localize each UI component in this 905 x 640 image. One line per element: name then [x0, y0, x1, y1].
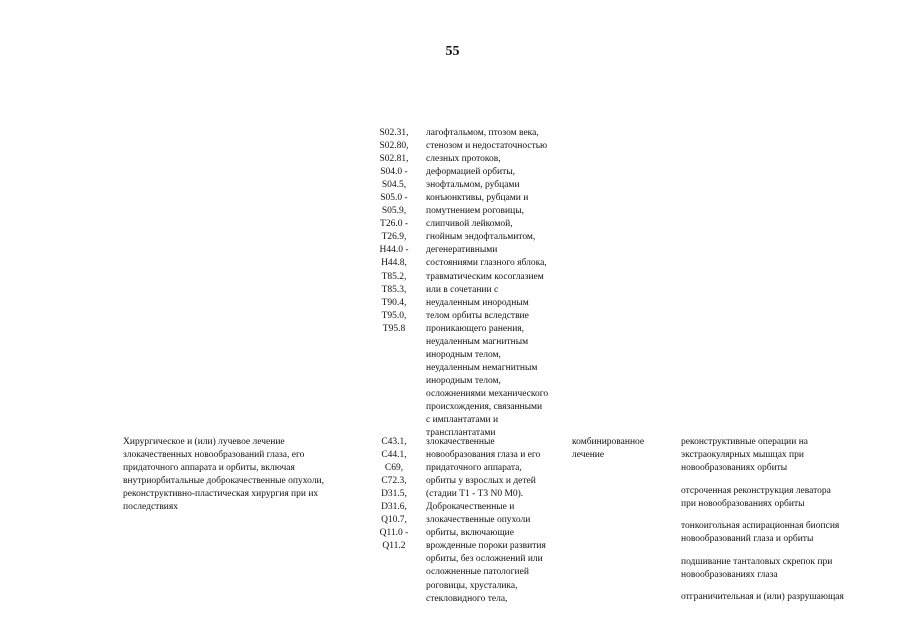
diagnosis-line: проникающего ранения,	[426, 323, 525, 334]
icd-code: T95.8	[382, 323, 406, 334]
method-entry	[681, 520, 901, 546]
icd-code: S04.0 -	[380, 167, 408, 178]
diagnosis-line: осложненные патологией	[426, 567, 529, 578]
icd-code: H44.0 -	[379, 245, 409, 256]
row1-diagnosis-column	[426, 127, 576, 440]
treatment-name-line: последствиях	[123, 502, 179, 513]
diagnosis-line: стенозом и недостаточностью	[426, 141, 548, 152]
diagnosis-line: орбиты у взрослых и детей	[426, 476, 536, 487]
diagnosis-line: орбиты, без осложнений или	[426, 554, 543, 565]
method-line: отграничительная и (или) разрушающая	[681, 592, 844, 603]
icd-code: S05.9,	[381, 206, 407, 217]
icd-code: T26.0 -	[380, 219, 408, 230]
treatment-kind-line: лечение	[572, 450, 605, 461]
diagnosis-line: деформацией орбиты,	[426, 167, 516, 178]
method-line: тонкоигольная аспирационная биопсия	[681, 521, 840, 532]
method-line: подшивание танталовых скрепок при	[681, 556, 833, 567]
icd-code: Q10.7,	[381, 515, 407, 526]
treatment-name-line: реконструктивно-пластическая хирургия при их	[123, 489, 319, 500]
diagnosis-line: или в сочетании с	[426, 284, 499, 295]
diagnosis-line: врожденные пороки развития	[426, 541, 546, 552]
method-entry	[681, 436, 901, 475]
icd-code: T85.2,	[381, 271, 407, 282]
diagnosis-line: с имплантатами и	[426, 415, 499, 426]
method-entry	[681, 556, 901, 582]
diagnosis-line: придаточного аппарата,	[426, 463, 522, 474]
method-line: реконструктивные операции на	[681, 437, 809, 447]
page-number: 55	[445, 44, 460, 59]
method-line: новообразованиях глаза	[681, 569, 778, 580]
icd-code: S05.0 -	[380, 193, 408, 204]
icd-code: T85.3,	[381, 284, 407, 295]
row2-codes-column	[372, 436, 416, 553]
icd-code: C72.3,	[381, 476, 407, 487]
diagnosis-line: слипчивой лейкомой,	[426, 219, 513, 230]
icd-code: Q11.0 -	[379, 528, 409, 539]
icd-code: C43.1,	[381, 437, 407, 447]
diagnosis-line: дегенеративными	[426, 245, 498, 256]
diagnosis-line: Доброкачественные и	[426, 502, 515, 513]
method-line: при новообразованиях орбиты	[681, 498, 805, 509]
method-line: отсроченная реконструкция леватора	[681, 485, 831, 496]
diagnosis-line: неудаленным инородным	[426, 297, 529, 308]
diagnosis-line: телом орбиты вследствие	[426, 310, 529, 321]
diagnosis-line: происхождения, связанными	[426, 401, 543, 412]
treatment-name-line: Хирургическое и (или) лучевое лечение	[123, 437, 285, 447]
treatment-name-line: придаточного аппарата и орбиты, включая	[123, 463, 295, 474]
diagnosis-line: лагофтальмом, птозом века,	[426, 128, 539, 138]
method-entry	[681, 485, 901, 511]
icd-code: D31.6,	[381, 502, 407, 513]
diagnosis-line: (стадии T1 - T3 N0 M0).	[426, 489, 524, 500]
diagnosis-line: травматическим косоглазием	[426, 271, 544, 282]
diagnosis-line: злокачественные опухоли	[426, 515, 531, 526]
treatment-name-line: внутриорбитальные доброкачественные опухоли,	[123, 476, 324, 487]
icd-code: D31.5,	[381, 489, 407, 500]
row1-codes-column	[372, 127, 416, 336]
diagnosis-line: инородным телом,	[426, 349, 501, 360]
method-line: новообразований глаза и орбиты	[681, 534, 814, 545]
diagnosis-line: осложнениями механического	[426, 388, 549, 399]
diagnosis-line: злокачественные	[426, 437, 495, 447]
row2-treatment-name	[123, 436, 373, 514]
icd-code: T90.4,	[381, 297, 407, 308]
icd-code: C69,	[384, 463, 404, 474]
diagnosis-line: стекловидного тела,	[426, 593, 508, 604]
row2-methods-column	[681, 436, 901, 614]
diagnosis-line: гнойным эндофтальмитом,	[426, 232, 536, 243]
method-line: экстраокулярных мышцах при	[681, 450, 804, 461]
icd-code: C44.1,	[381, 450, 407, 461]
icd-code: S02.80,	[379, 141, 409, 152]
diagnosis-line: неудаленным немагнитным	[426, 362, 538, 373]
diagnosis-line: инородным телом,	[426, 375, 501, 386]
diagnosis-line: слезных протоков,	[426, 154, 501, 165]
diagnosis-line: неудаленным магнитным	[426, 336, 529, 347]
icd-code: T95.0,	[381, 310, 407, 321]
row2-treatment-kind	[572, 436, 672, 462]
diagnosis-line: роговицы, хрусталика,	[426, 580, 518, 591]
icd-code: S02.31,	[379, 128, 409, 138]
icd-code: T26.9,	[381, 232, 407, 243]
diagnosis-line: энофтальмом, рубцами	[426, 180, 520, 191]
diagnosis-line: трансплантатами	[426, 428, 496, 439]
icd-code: S02.81,	[379, 154, 409, 165]
diagnosis-line: орбиты, включающие	[426, 528, 514, 539]
diagnosis-line: конъюнктивы, рубцами и	[426, 193, 529, 204]
diagnosis-line: новообразования глаза и его	[426, 450, 541, 461]
treatment-kind-line: комбинированное	[572, 437, 645, 447]
row2-diagnosis-column	[426, 436, 576, 606]
treatment-name-line: злокачественных новообразований глаза, его	[123, 450, 305, 461]
icd-code: S04.5,	[381, 180, 407, 191]
method-line: новообразованиях орбиты	[681, 463, 788, 474]
method-entry	[681, 591, 901, 604]
diagnosis-line: состояниями глазного яблока,	[426, 258, 547, 269]
icd-code: Q11.2	[382, 541, 406, 552]
diagnosis-line: помутнением роговицы,	[426, 206, 524, 217]
icd-code: H44.8,	[381, 258, 407, 269]
